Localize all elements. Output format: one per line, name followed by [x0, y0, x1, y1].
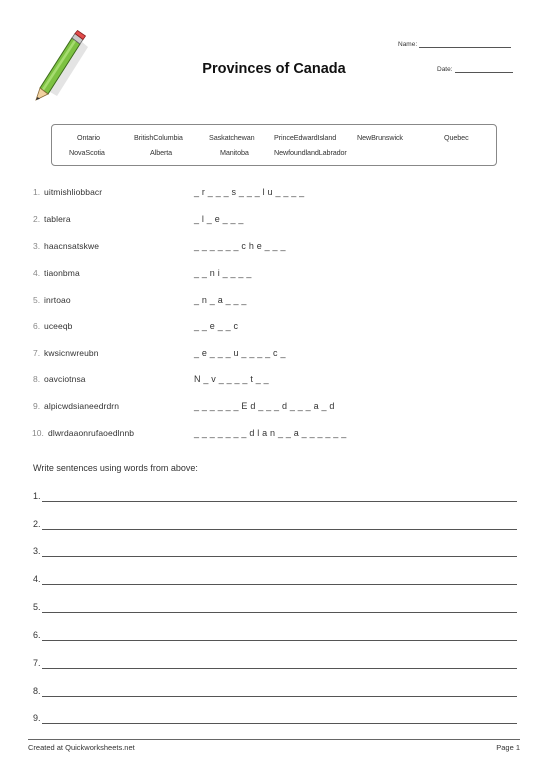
answer-pattern[interactable]: _ _ n i _ _ _ _	[194, 268, 252, 278]
puzzle-row[interactable]	[33, 321, 523, 335]
puzzle-row[interactable]	[33, 268, 523, 282]
date-blank-line[interactable]	[455, 66, 513, 73]
sentence-line[interactable]	[33, 519, 517, 533]
sentence-number: 3.	[33, 546, 41, 556]
puzzle-row[interactable]	[33, 374, 523, 388]
puzzle-number: 4.	[33, 268, 41, 278]
sentence-number: 5.	[33, 602, 41, 612]
sentence-number: 7.	[33, 658, 41, 668]
puzzle-number: 5.	[33, 295, 41, 305]
puzzle-row[interactable]	[33, 214, 523, 228]
writing-rule[interactable]	[42, 612, 517, 613]
word-bank-item: NewBrunswick	[357, 133, 403, 142]
scrambled-word: uceeqb	[44, 321, 73, 331]
answer-pattern[interactable]: _ l _ e _ _ _	[194, 214, 244, 224]
sentence-number: 1.	[33, 491, 41, 501]
word-bank-item: PrinceEdwardIsland	[274, 133, 337, 142]
sentence-line[interactable]	[33, 686, 517, 700]
scrambled-word: tiaonbma	[44, 268, 80, 278]
puzzle-number: 10.	[32, 428, 44, 438]
word-bank-item: Saskatchewan	[209, 133, 255, 142]
word-bank	[51, 124, 497, 166]
writing-rule[interactable]	[42, 501, 517, 502]
puzzle-number: 9.	[33, 401, 41, 411]
sentence-number: 4.	[33, 574, 41, 584]
page-number: Page 1	[496, 743, 520, 752]
word-bank-item: Alberta	[150, 148, 173, 157]
scrambled-word: uitmishliobbacr	[44, 187, 103, 197]
scrambled-word: oavciotnsa	[44, 374, 86, 384]
page-title: Provinces of Canada	[202, 61, 346, 77]
puzzle-row[interactable]	[33, 348, 523, 362]
sentence-instructions: Write sentences using words from above:	[33, 463, 198, 473]
sentence-line[interactable]	[33, 602, 517, 616]
puzzle-row[interactable]	[33, 241, 523, 255]
puzzle-number: 6.	[33, 321, 41, 331]
name-label: Name:	[398, 41, 418, 48]
puzzle-row[interactable]	[33, 401, 523, 415]
answer-pattern[interactable]: _ _ e _ _ c	[194, 321, 239, 331]
sentence-line[interactable]	[33, 630, 517, 644]
sentence-line[interactable]	[33, 713, 517, 727]
footer-divider	[28, 739, 520, 740]
writing-rule[interactable]	[42, 529, 517, 530]
word-bank-item: BritishColumbia	[134, 133, 183, 142]
answer-pattern[interactable]: N _ v _ _ _ _ t _ _	[194, 374, 269, 384]
writing-rule[interactable]	[42, 584, 517, 585]
sentence-number: 2.	[33, 519, 41, 529]
writing-rule[interactable]	[42, 556, 517, 557]
sentence-number: 9.	[33, 713, 41, 723]
puzzle-row[interactable]	[33, 187, 523, 201]
date-label: Date:	[437, 66, 453, 73]
puzzle-row[interactable]	[33, 428, 523, 442]
scrambled-word: alpicwdsianeedrdrn	[44, 401, 120, 411]
date-field[interactable]	[437, 66, 513, 73]
scrambled-word: haacnsatskwe	[44, 241, 100, 251]
writing-rule[interactable]	[42, 668, 517, 669]
writing-rule[interactable]	[42, 640, 517, 641]
answer-pattern[interactable]: _ n _ a _ _ _	[194, 295, 247, 305]
sentence-line[interactable]	[33, 546, 517, 560]
puzzle-number: 8.	[33, 374, 41, 384]
answer-pattern[interactable]: _ _ _ _ _ _ _ d l a n _ _ a _ _ _ _ _ _	[194, 428, 347, 438]
sentence-line[interactable]	[33, 491, 517, 505]
scrambled-word: dlwrdaaonrufaoedlnnb	[48, 428, 135, 438]
puzzle-row[interactable]	[33, 295, 523, 309]
answer-pattern[interactable]: _ r _ _ _ s _ _ _ l u _ _ _ _	[194, 187, 305, 197]
scrambled-word: tablera	[44, 214, 71, 224]
name-blank-line[interactable]	[419, 41, 511, 48]
sentence-number: 6.	[33, 630, 41, 640]
word-bank-item: Manitoba	[220, 148, 249, 157]
footer-credit: Created at Quickworksheets.net	[28, 743, 135, 752]
scrambled-word: inrtoao	[44, 295, 71, 305]
writing-rule[interactable]	[42, 723, 517, 724]
name-field[interactable]	[398, 41, 511, 48]
word-bank-item: NovaScotia	[69, 148, 105, 157]
answer-pattern[interactable]: _ _ _ _ _ _ E d _ _ _ d _ _ _ a _ d	[194, 401, 335, 411]
sentence-line[interactable]	[33, 658, 517, 672]
puzzle-number: 7.	[33, 348, 41, 358]
puzzle-number: 1.	[33, 187, 41, 197]
writing-rule[interactable]	[42, 696, 517, 697]
sentence-number: 8.	[33, 686, 41, 696]
answer-pattern[interactable]: _ _ _ _ _ _ c h e _ _ _	[194, 241, 286, 251]
puzzle-number: 3.	[33, 241, 41, 251]
sentence-line[interactable]	[33, 574, 517, 588]
scrambled-word: kwsicnwreubn	[44, 348, 99, 358]
answer-pattern[interactable]: _ e _ _ _ u _ _ _ _ c _	[194, 348, 286, 358]
word-bank-item: NewfoundlandLabrador	[274, 148, 347, 157]
puzzle-number: 2.	[33, 214, 41, 224]
word-bank-item: Ontario	[77, 133, 100, 142]
word-bank-item: Quebec	[444, 133, 469, 142]
